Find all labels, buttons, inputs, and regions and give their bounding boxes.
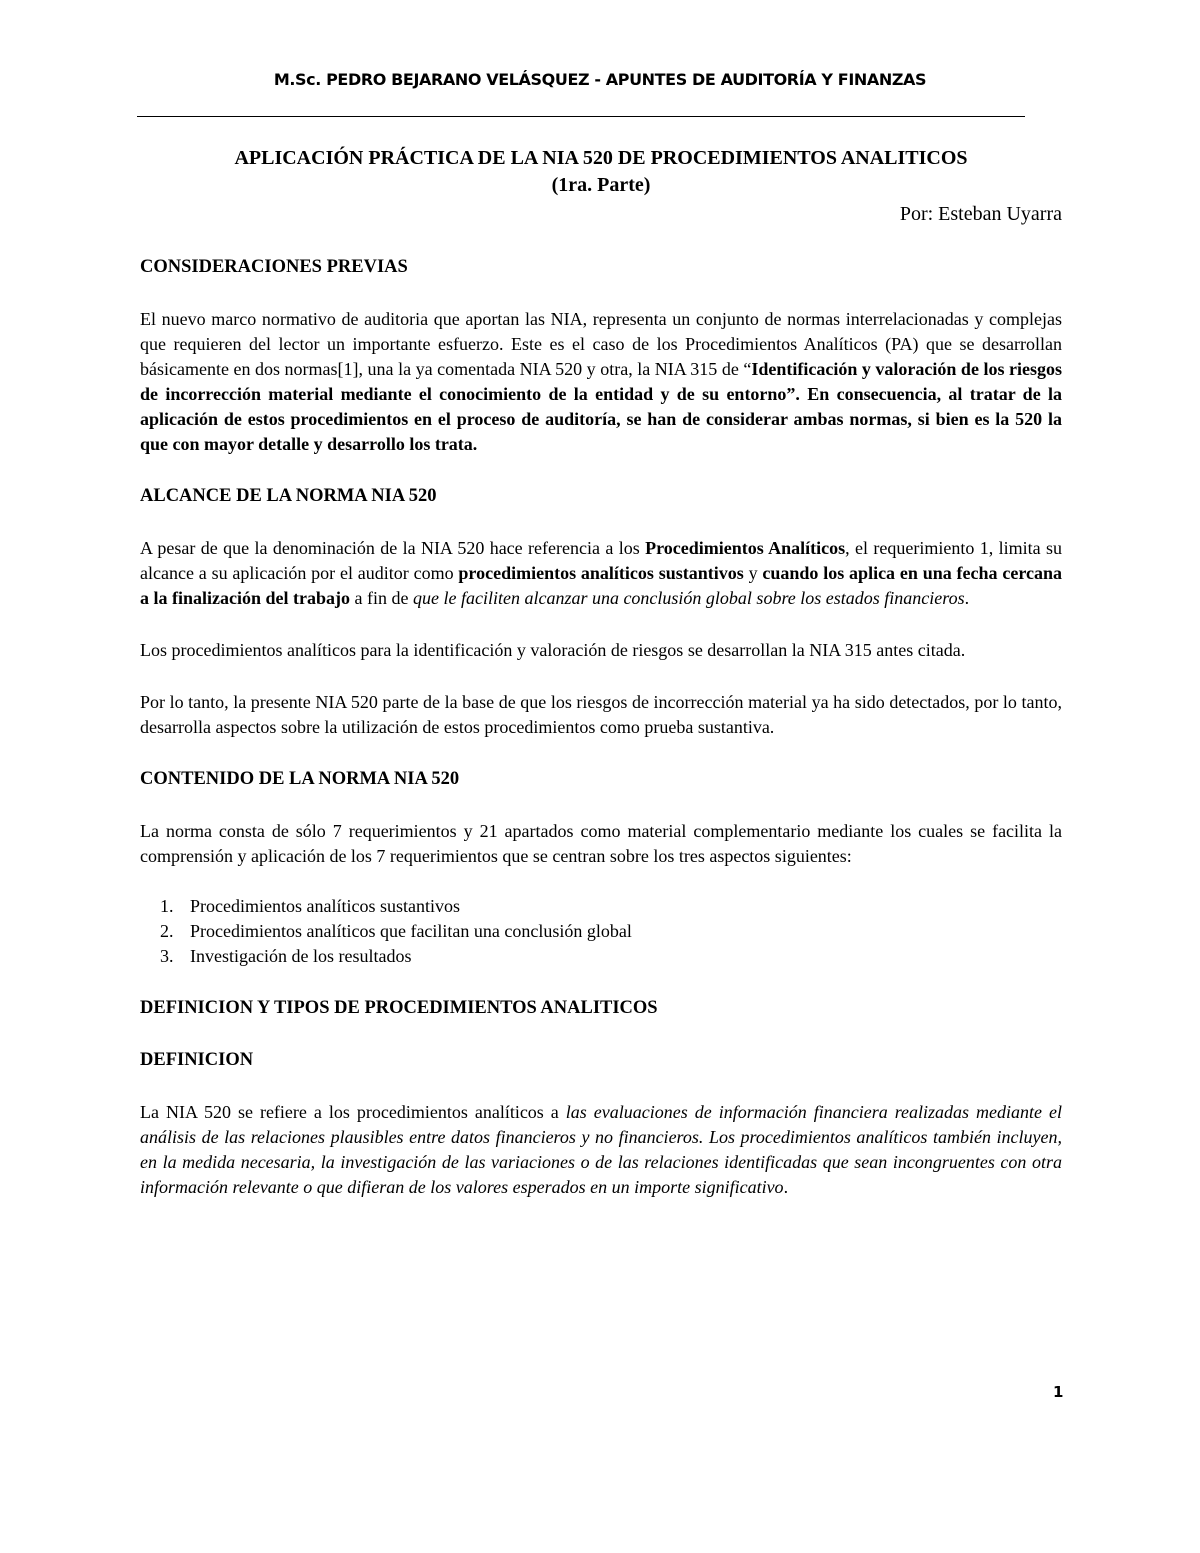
list-item-number: 2. [160, 921, 174, 941]
paragraph-consideraciones-text: El nuevo marco normativo de auditoria que aportan las NIA, representa un conjunto de normas interrelacionadas y complejas que requieren del lector un importante esfuerzo. Este es el caso de los Procedimientos Analíticos (PA) que se desarrollan básicamente en dos normas[1], una la ya comentada NIA 520 y otra, la NIA 315 de “ [140, 309, 1062, 379]
list-item [140, 944, 1062, 969]
heading-contenido: CONTENIDO DE LA NORMA NIA 520 [140, 769, 460, 789]
alcance-text-e: y [743, 563, 763, 583]
aspectos-list [140, 894, 1062, 969]
alcance-bold-b: Procedimientos Analíticos [645, 538, 846, 558]
paragraph-consideraciones [140, 307, 1062, 457]
list-item [140, 894, 1062, 919]
running-header: M.Sc. PEDRO BEJARANO VELÁSQUEZ - APUNTES DE AUDITORÍA Y FINANZAS [273, 70, 927, 89]
list-item-number: 1. [160, 896, 174, 916]
heading-consideraciones-previas: CONSIDERACIONES PREVIAS [140, 257, 408, 277]
document-title [140, 145, 1062, 199]
list-item-text: Investigación de los resultados [190, 946, 412, 966]
alcance-bold-f: cuando los aplica en una fecha cercana a la finalización del trabajo [140, 563, 1062, 608]
alcance-text-g: a fin de [350, 588, 413, 608]
paragraph-alcance-1 [140, 536, 1062, 611]
title-line-2: (1ra. Parte) [551, 174, 651, 196]
list-item-text: Procedimientos analíticos sustantivos [190, 896, 460, 916]
alcance-text-a: A pesar de que la denominación de la NIA 520 hace referencia a los [140, 538, 646, 558]
list-item-number: 3. [160, 946, 174, 966]
list-item [140, 919, 1062, 944]
paragraph-alcance-3: Por lo tanto, la presente NIA 520 parte de la base de que los riesgos de incorrección material ya ha sido detectados, por lo tanto, desarrolla aspectos sobre la utilización de estos procedimientos como prueba sustantiva. [140, 692, 1062, 737]
header-divider [137, 116, 1025, 117]
paragraph-consideraciones-bold: Identificación y valoración de los riesgos de incorrección material mediante el conocimiento de la entidad y de su entorno”. En consecuencia, al tratar de la aplicación de estos procedimientos en el proceso de auditoría, se han de considerar ambas normas, si bien es la 520 la que con mayor detalle y desarrollo los trata. [140, 359, 1062, 454]
alcance-bold-d: procedimientos analíticos sustantivos [458, 563, 744, 583]
heading-definicion-tipos: DEFINICION Y TIPOS DE PROCEDIMIENTOS ANALITICOS [140, 998, 658, 1018]
heading-alcance: ALCANCE DE LA NORMA NIA 520 [140, 486, 437, 506]
definicion-text: La NIA 520 se refiere a los procedimientos analíticos a [140, 1102, 566, 1122]
page-number: 1 [1053, 1383, 1064, 1401]
alcance-text-c: , el requerimiento 1, limita su alcance a su aplicación por el auditor como [140, 538, 1063, 583]
paragraph-definicion [140, 1100, 1062, 1200]
title-line-1: APLICACIÓN PRÁCTICA DE LA NIA 520 DE PROCEDIMIENTOS ANALITICOS [234, 147, 968, 169]
heading-definicion: DEFINICION [140, 1050, 254, 1070]
paragraph-contenido: La norma consta de sólo 7 requerimientos y 21 apartados como material complementario mediante los cuales se facilita la comprensión y aplicación de los 7 requerimientos que se centran sobre los tres aspectos siguientes: [140, 821, 1062, 866]
list-item-text: Procedimientos analíticos que facilitan una conclusión global [190, 921, 632, 941]
document-body [140, 145, 1062, 1200]
alcance-italic-h: que le faciliten alcanzar una conclusión global sobre los estados financieros [412, 588, 965, 608]
author-line: Por: Esteban Uyarra [899, 203, 1062, 225]
definicion-italic: las evaluaciones de información financiera realizadas mediante el análisis de las relaciones plausibles entre datos financieros y no financieros. Los procedimientos analíticos también incluyen, en la medida necesaria, la investigación de las variaciones o de las relaciones identificadas que sean incongruentes con otra información relevante o que difieran de los valores esperados en un importe significativo [140, 1102, 1062, 1197]
definicion-end: . [783, 1177, 789, 1197]
paragraph-alcance-2: Los procedimientos analíticos para la identificación y valoración de riesgos se desarrollan la NIA 315 antes citada. [140, 640, 966, 660]
alcance-text-i: . [964, 588, 970, 608]
